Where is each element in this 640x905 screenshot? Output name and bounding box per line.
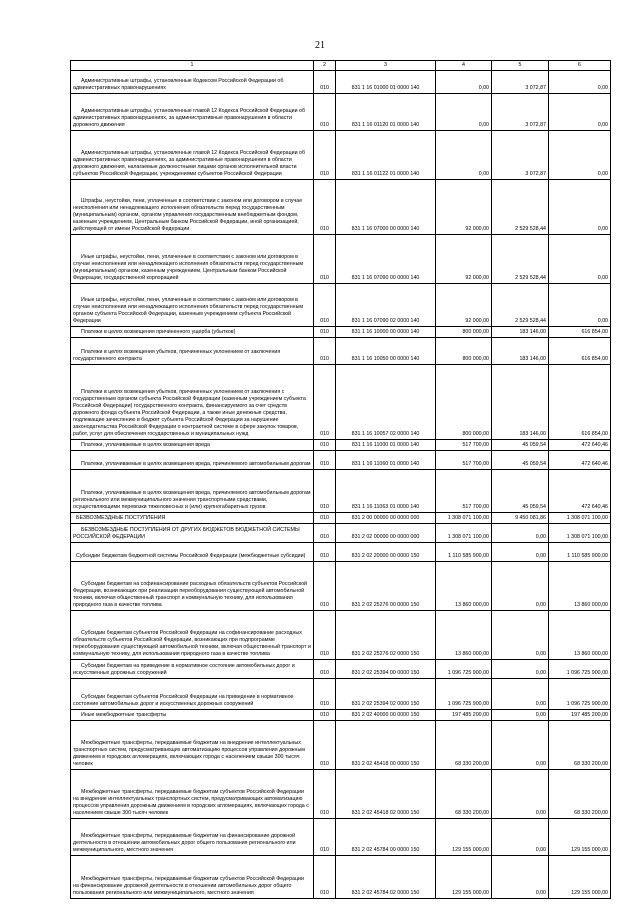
row-executed-cell: 2 529 528,44 (492, 284, 549, 327)
table-row (71, 770, 611, 819)
row-name-cell: Субсидии бюджетам субъектов Российской Федерации на софинансирование расходных обязательств субъектов Российской Федерации, возникающих при подпрограмме переоборудования существующей автомобильной техники, включая общественный транспорт и коммунальную технику, для использования природного газа в качестве топлива (71, 611, 314, 660)
row-executed-cell: 0,00 (492, 611, 549, 660)
row-unexecuted-cell: 13 860 000,00 (549, 562, 611, 611)
row-name-cell: Субсидии бюджетам на софинансирование расходных обязательств субъектов Российской Федерации, возникающих при реализации переоборудования существующей автомобильной техники, включая общественный транспорт и коммунальную технику, для использования природного газа в качестве топлива (71, 562, 314, 611)
row-unexecuted-cell: 68 330 200,00 (549, 721, 611, 770)
row-approved-cell: 800 000,00 (436, 338, 492, 365)
row-approved-cell: 517 700,00 (436, 451, 492, 470)
row-code-cell: 010 (314, 235, 336, 284)
column-header: 3 (336, 61, 436, 71)
row-approved-cell: 129 155 000,00 (436, 856, 492, 899)
row-name-cell: Субсидии бюджетам бюджетной системы Российской Федерации (межбюджетные субсидии) (71, 543, 314, 562)
row-unexecuted-cell: 0,00 (549, 71, 611, 94)
row-approved-cell: 1 096 725 900,00 (436, 660, 492, 679)
row-kbk-cell: 831 2 02 45418 00 0000 150 (336, 721, 436, 770)
row-code-cell: 010 (314, 94, 336, 131)
row-code-cell: 010 (314, 856, 336, 899)
budget-table (70, 60, 611, 899)
row-code-cell: 010 (314, 611, 336, 660)
row-unexecuted-cell: 1 308 071 100,00 (549, 524, 611, 543)
row-code-cell: 010 (314, 365, 336, 440)
row-approved-cell: 800 000,00 (436, 365, 492, 440)
row-approved-cell: 517 700,00 (436, 440, 492, 451)
table-row (71, 543, 611, 562)
table-row (71, 819, 611, 856)
row-unexecuted-cell: 1 096 725 900,00 (549, 679, 611, 710)
table-row (71, 235, 611, 284)
table-row (71, 440, 611, 451)
row-executed-cell: 9 450 081,86 (492, 513, 549, 524)
row-name-cell: Платежи в целях возмещения убытков, причиненных уклонением от заключения с государственным органом субъекта Российской Федерации (казенным учреждением субъекта Российской Федерации) государственного контракта, финансируемого за счет средств дорожного фонда субъекта Российской Федерации, а также иные денежные средства, подлежащие зачислению в бюджет субъекта Российской Федерации за нарушение законодательства Российской Федерации о контрактной системе в сфере закупок товаров, работ, услуг для обеспечения государственных и муниципальных нужд (71, 365, 314, 440)
row-approved-cell: 92 000,00 (436, 284, 492, 327)
row-name-cell: Платежи, уплачиваемые в целях возмещения вреда, причиняемого автомобильным дорогам регионального или межмуниципального значения транспортными средствами, осуществляющими перевозки тяжеловесных и (или) крупногабаритных грузов (71, 470, 314, 513)
row-name-cell: Штрафы, неустойки, пени, уплаченные в соответствии с законом или договором в случае неисполнения или ненадлежащего исполнения обязательств перед государственным (муниципальным) органом, органом управления государственным внебюджетным фондом, казенным учреждением, Центральным банком Российской Федерации, иной организацией, действующей от имени Российской Федерации (71, 180, 314, 235)
row-name-cell: Платежи в целях возмещения убытков, причиненных уклонением от заключения государственного контракта (71, 338, 314, 365)
table-row (71, 660, 611, 679)
row-code-cell: 010 (314, 721, 336, 770)
table-row (71, 470, 611, 513)
table-row (71, 710, 611, 721)
table-row (71, 94, 611, 131)
row-kbk-cell: 831 1 16 11060 01 0000 140 (336, 451, 436, 470)
table-row (71, 284, 611, 327)
row-executed-cell: 0,00 (492, 770, 549, 819)
row-kbk-cell: 831 1 16 11000 01 0000 140 (336, 440, 436, 451)
column-header: 1 (71, 61, 314, 71)
row-kbk-cell: 831 2 00 00000 00 0000 000 (336, 513, 436, 524)
row-kbk-cell: 831 2 02 45784 00 0000 150 (336, 819, 436, 856)
row-name-cell: Платежи, уплачиваемые в целях возмещения вреда, причиняемого автомобильным дорогам (71, 451, 314, 470)
table-row (71, 338, 611, 365)
row-unexecuted-cell: 0,00 (549, 235, 611, 284)
row-unexecuted-cell: 0,00 (549, 180, 611, 235)
row-code-cell: 010 (314, 440, 336, 451)
row-executed-cell: 2 529 528,44 (492, 235, 549, 284)
row-unexecuted-cell: 0,00 (549, 94, 611, 131)
row-name-cell: Иные штрафы, неустойки, пени, уплаченные в соответствии с законом или договором в случае неисполнения или ненадлежащего исполнения обязательств перед государственным (муниципальным) органом, казенным учреждением, Центральным банком Российской Федерации, государственной корпорацией (71, 235, 314, 284)
row-name-cell: Иные штрафы, неустойки, пени, уплаченные в соответствии с законом или договором в случае неисполнения или ненадлежащего исполнения обязательств перед государственным органом субъекта Российской Федерации, казенным учреждением субъекта Российской Федерации (71, 284, 314, 327)
row-unexecuted-cell: 197 485 200,00 (549, 710, 611, 721)
row-kbk-cell: 831 2 02 00000 00 0000 000 (336, 524, 436, 543)
row-kbk-cell: 831 2 02 25276 02 0000 150 (336, 611, 436, 660)
table-row (71, 180, 611, 235)
row-kbk-cell: 831 2 02 45418 02 0000 150 (336, 770, 436, 819)
row-code-cell: 010 (314, 710, 336, 721)
row-kbk-cell: 831 1 16 07090 02 0000 140 (336, 284, 436, 327)
row-executed-cell: 3 072,87 (492, 131, 549, 180)
row-approved-cell: 92 000,00 (436, 180, 492, 235)
row-kbk-cell: 831 1 16 01122 01 0000 140 (336, 131, 436, 180)
row-name-cell: Платежи в целях возмещения причиненного ущерба (убытков) (71, 327, 314, 338)
row-name-cell: Административные штрафы, установленные Кодексом Российской Федерации об административных правонарушениях (71, 71, 314, 94)
row-kbk-cell: 831 2 02 25276 00 0000 150 (336, 562, 436, 611)
row-kbk-cell: 831 2 02 40000 00 0000 150 (336, 710, 436, 721)
row-unexecuted-cell: 472 640,46 (549, 440, 611, 451)
table-row (71, 451, 611, 470)
row-name-cell: Межбюджетные трансферты, передаваемые бюджетам на внедрение интеллектуальных транспортных систем, предусматривающих автоматизацию процессов управления дорожным движением в городских агломерациях, включающих города с населением свыше 300 тысяч человек (71, 721, 314, 770)
row-unexecuted-cell: 616 854,00 (549, 327, 611, 338)
table-row (71, 327, 611, 338)
row-executed-cell: 0,00 (492, 562, 549, 611)
row-approved-cell: 0,00 (436, 94, 492, 131)
row-unexecuted-cell: 472 640,46 (549, 451, 611, 470)
row-approved-cell: 13 860 000,00 (436, 562, 492, 611)
row-name-cell: Административные штрафы, установленные главой 12 Кодекса Российской Федерации об административных правонарушениях, за административные правонарушения в области дорожного движения (71, 94, 314, 131)
column-header: 6 (549, 61, 611, 71)
row-kbk-cell: 831 2 02 25394 00 0000 150 (336, 660, 436, 679)
row-code-cell: 010 (314, 131, 336, 180)
row-approved-cell: 92 000,00 (436, 235, 492, 284)
row-approved-cell: 129 155 000,00 (436, 819, 492, 856)
row-approved-cell: 517 700,00 (436, 470, 492, 513)
row-code-cell: 010 (314, 660, 336, 679)
table-row (71, 721, 611, 770)
row-code-cell: 010 (314, 327, 336, 338)
row-code-cell: 010 (314, 284, 336, 327)
row-name-cell: Иные межбюджетные трансферты (71, 710, 314, 721)
row-approved-cell: 0,00 (436, 131, 492, 180)
row-executed-cell: 0,00 (492, 819, 549, 856)
row-approved-cell: 1 308 071 100,00 (436, 513, 492, 524)
row-kbk-cell: 831 1 16 01120 01 0000 140 (336, 94, 436, 131)
row-approved-cell: 1 110 585 900,00 (436, 543, 492, 562)
row-code-cell: 010 (314, 470, 336, 513)
row-executed-cell: 0,00 (492, 710, 549, 721)
row-kbk-cell: 831 1 16 11063 01 0000 140 (336, 470, 436, 513)
row-executed-cell: 183 146,00 (492, 365, 549, 440)
row-unexecuted-cell: 13 860 000,00 (549, 611, 611, 660)
row-executed-cell: 0,00 (492, 679, 549, 710)
row-unexecuted-cell: 472 640,46 (549, 470, 611, 513)
row-name-cell: Субсидии бюджетам на приведение в нормативное состояние автомобильных дорог и искусственных дорожных сооружений (71, 660, 314, 679)
row-kbk-cell: 831 1 16 01000 01 0000 140 (336, 71, 436, 94)
row-executed-cell: 3 072,87 (492, 94, 549, 131)
row-code-cell: 010 (314, 451, 336, 470)
row-unexecuted-cell: 616 854,00 (549, 365, 611, 440)
row-approved-cell: 197 485 200,00 (436, 710, 492, 721)
table-row (71, 365, 611, 440)
table-row (71, 524, 611, 543)
row-code-cell: 010 (314, 71, 336, 94)
row-unexecuted-cell: 129 155 000,00 (549, 819, 611, 856)
row-executed-cell: 0,00 (492, 660, 549, 679)
row-kbk-cell: 831 1 16 10050 00 0000 140 (336, 338, 436, 365)
row-executed-cell: 45 059,54 (492, 451, 549, 470)
table-row (71, 679, 611, 710)
row-code-cell: 010 (314, 562, 336, 611)
table-row (71, 611, 611, 660)
row-kbk-cell: 831 1 16 10000 00 0000 140 (336, 327, 436, 338)
page-number: 21 (315, 40, 325, 51)
row-name-cell: Платежи, уплачиваемые в целях возмещения вреда (71, 440, 314, 451)
row-approved-cell: 68 330 200,00 (436, 770, 492, 819)
row-code-cell: 010 (314, 180, 336, 235)
row-name-cell: БЕЗВОЗМЕЗДНЫЕ ПОСТУПЛЕНИЯ ОТ ДРУГИХ БЮДЖЕТОВ БЮДЖЕТНОЙ СИСТЕМЫ РОССИЙСКОЙ ФЕДЕРАЦИИ (71, 524, 314, 543)
row-executed-cell: 45 059,54 (492, 470, 549, 513)
table-row (71, 856, 611, 899)
row-code-cell: 010 (314, 524, 336, 543)
row-code-cell: 010 (314, 770, 336, 819)
row-executed-cell: 2 529 528,44 (492, 180, 549, 235)
row-name-cell: Субсидии бюджетам субъектов Российской Федерации на приведение в нормативное состояние автомобильных дорог и искусственных дорожных сооружений (71, 679, 314, 710)
row-code-cell: 010 (314, 338, 336, 365)
row-code-cell: 010 (314, 543, 336, 562)
row-unexecuted-cell: 616 854,00 (549, 338, 611, 365)
row-executed-cell: 183 146,00 (492, 327, 549, 338)
row-unexecuted-cell: 1 308 071 100,00 (549, 513, 611, 524)
row-executed-cell: 0,00 (492, 856, 549, 899)
table-row (71, 131, 611, 180)
row-executed-cell: 3 072,87 (492, 71, 549, 94)
row-approved-cell: 1 096 725 900,00 (436, 679, 492, 710)
table-body (71, 71, 611, 899)
row-approved-cell: 1 308 071 100,00 (436, 524, 492, 543)
table-header-row (71, 61, 611, 71)
row-code-cell: 010 (314, 679, 336, 710)
row-unexecuted-cell: 129 155 000,00 (549, 856, 611, 899)
row-kbk-cell: 831 2 02 25394 02 0000 150 (336, 679, 436, 710)
column-header: 2 (314, 61, 336, 71)
row-name-cell: Административные штрафы, установленные главой 12 Кодекса Российской Федерации об административных правонарушениях, за административные правонарушения в области дорожного движения, налагаемые должностными лицами органов исполнительной власти субъектов Российской Федерации, учреждениями субъектов Российской Федерации (71, 131, 314, 180)
row-kbk-cell: 831 1 16 07000 00 0000 140 (336, 180, 436, 235)
table-row (71, 71, 611, 94)
row-kbk-cell: 831 1 16 07090 00 0000 140 (336, 235, 436, 284)
row-unexecuted-cell: 1 096 725 900,00 (549, 660, 611, 679)
row-unexecuted-cell: 0,00 (549, 131, 611, 180)
row-executed-cell: 0,00 (492, 721, 549, 770)
row-approved-cell: 68 330 200,00 (436, 721, 492, 770)
row-code-cell: 010 (314, 513, 336, 524)
row-name-cell: БЕЗВОЗМЕЗДНЫЕ ПОСТУПЛЕНИЯ (71, 513, 314, 524)
row-executed-cell: 0,00 (492, 524, 549, 543)
row-code-cell: 010 (314, 819, 336, 856)
row-kbk-cell: 831 2 02 20000 00 0000 150 (336, 543, 436, 562)
row-executed-cell: 45 059,54 (492, 440, 549, 451)
row-name-cell: Межбюджетные трансферты, передаваемые бюджетам субъектов Российской Федерации на финансирование дорожной деятельности в отношении автомобильных дорог общего пользования регионального или межмуниципального, местного значения (71, 856, 314, 899)
row-unexecuted-cell: 68 330 200,00 (549, 770, 611, 819)
row-approved-cell: 0,00 (436, 71, 492, 94)
row-kbk-cell: 831 1 16 10057 02 0000 140 (336, 365, 436, 440)
table-row (71, 513, 611, 524)
row-name-cell: Межбюджетные трансферты, передаваемые бюджетам субъектов Российской Федерации на внедрение интеллектуальных транспортных систем, предусматривающих автоматизацию процессов управления дорожным движением в городских агломерациях, включающих города с населением свыше 300 тысяч человек (71, 770, 314, 819)
row-kbk-cell: 831 2 02 45784 02 0000 150 (336, 856, 436, 899)
row-unexecuted-cell: 1 110 585 900,00 (549, 543, 611, 562)
row-name-cell: Межбюджетные трансферты, передаваемые бюджетам на финансирование дорожной деятельности в отношении автомобильных дорог общего пользования регионального или межмуниципального, местного значения (71, 819, 314, 856)
column-header: 4 (436, 61, 492, 71)
row-executed-cell: 0,00 (492, 543, 549, 562)
row-executed-cell: 183 146,00 (492, 338, 549, 365)
row-approved-cell: 13 860 000,00 (436, 611, 492, 660)
table-row (71, 562, 611, 611)
row-approved-cell: 800 000,00 (436, 327, 492, 338)
row-unexecuted-cell: 0,00 (549, 284, 611, 327)
column-header: 5 (492, 61, 549, 71)
